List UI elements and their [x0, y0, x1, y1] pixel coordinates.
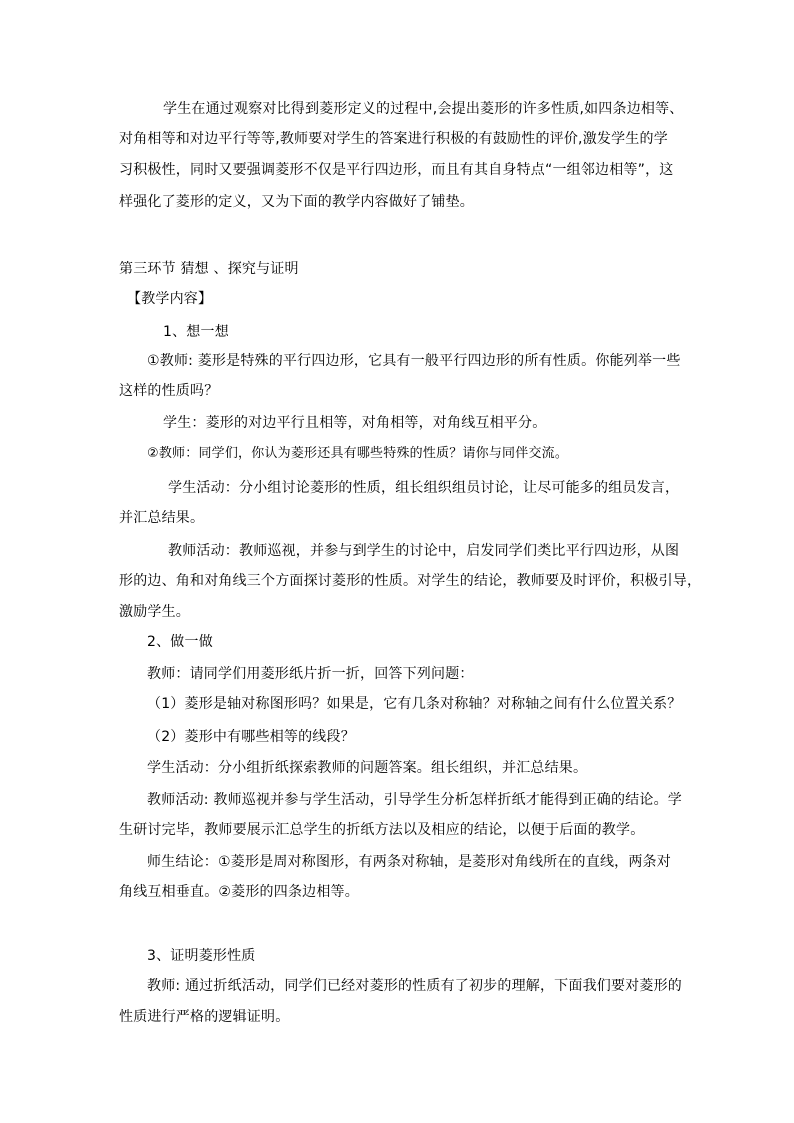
teacher-activity1-line-1: 教师活动：教师巡视，并参与到学生的讨论中，启发同学们类比平行四边形，从图: [168, 543, 680, 559]
teacher-activity2-line-1: 教师活动: 教师巡视并参与学生活动，引导学生分析怎样折纸才能得到正确的结论。学: [147, 792, 682, 808]
teacher-activity1-line-3: 激励学生。: [119, 604, 190, 620]
step3-title: 3、证明菱形性质: [147, 948, 256, 964]
conclusion-line-2: 角线互相垂直。②菱形的四条边相等。: [119, 884, 359, 900]
question-1: （1）菱形是轴对称图形吗？如果是，它有几条对称轴？对称轴之间有什么位置关系？: [147, 696, 682, 712]
teacher-proof-line-1: 教师: 通过折纸活动，同学们已经对菱形的性质有了初步的理解，下面我们要对菱形的: [147, 978, 682, 994]
intro-line-1: 学生在通过观察对比得到菱形定义的过程中,会提出菱形的许多性质,如四条边相等、: [163, 101, 684, 117]
student-answer: 学生：菱形的对边平行且相等，对角相等，对角线互相平分。: [163, 415, 547, 431]
q2: ②教师：同学们，你认为菱形还具有哪些特殊的性质？请你与同伴交流。: [147, 446, 569, 461]
teacher-proof-line-2: 性质进行严格的逻辑证明。: [119, 1009, 290, 1025]
question-2: （2）菱形中有哪些相等的线段？: [147, 729, 355, 745]
intro-line-3: 习积极性，同时又要强调菱形不仅是平行四边形，而且有其自身特点“一组邻边相等”，这: [119, 162, 674, 178]
step1-title: 1、想一想: [163, 324, 229, 340]
intro-line-2: 对角相等和对边平行等等,教师要对学生的答案进行积极的有鼓励性的评价,激发学生的学: [119, 131, 668, 147]
teacher-activity2-line-2: 生研讨完毕，教师要展示汇总学生的折纸方法以及相应的结论，以便于后面的教学。: [119, 822, 645, 838]
teacher-instruction: 教师：请同学们用菱形纸片折一折，回答下列问题：: [147, 666, 474, 682]
teacher-activity1-line-2: 形的边、角和对角线三个方面探讨菱形的性质。对学生的结论，教师要及时评价，积极引导，: [119, 573, 702, 589]
content-label: 【教学内容】: [127, 291, 213, 307]
student-activity2: 学生活动：分小组折纸探索教师的问题答案。组长组织，并汇总结果。: [147, 760, 588, 776]
intro-line-4: 样强化了菱形的定义，又为下面的教学内容做好了铺垫。: [119, 194, 474, 210]
section-title: 第三环节 猜想 、探究与证明: [119, 261, 299, 277]
student-activity1-line-2: 并汇总结果。: [119, 510, 205, 526]
q1-line-2: 这样的性质吗？: [119, 383, 219, 399]
conclusion-line-1: 师生结论：①菱形是周对称图形，有两条对称轴，是菱形对角线所在的直线，两条对: [147, 854, 671, 870]
q1-line-1: ①教师: 菱形是特殊的平行四边形，它具有一般平行四边形的所有性质。你能列举一些: [147, 353, 681, 369]
step2-title: 2、做一做: [147, 634, 213, 650]
student-activity1-line-1: 学生活动：分小组讨论菱形的性质，组长组织组员讨论，让尽可能多的组员发言，: [168, 480, 680, 496]
